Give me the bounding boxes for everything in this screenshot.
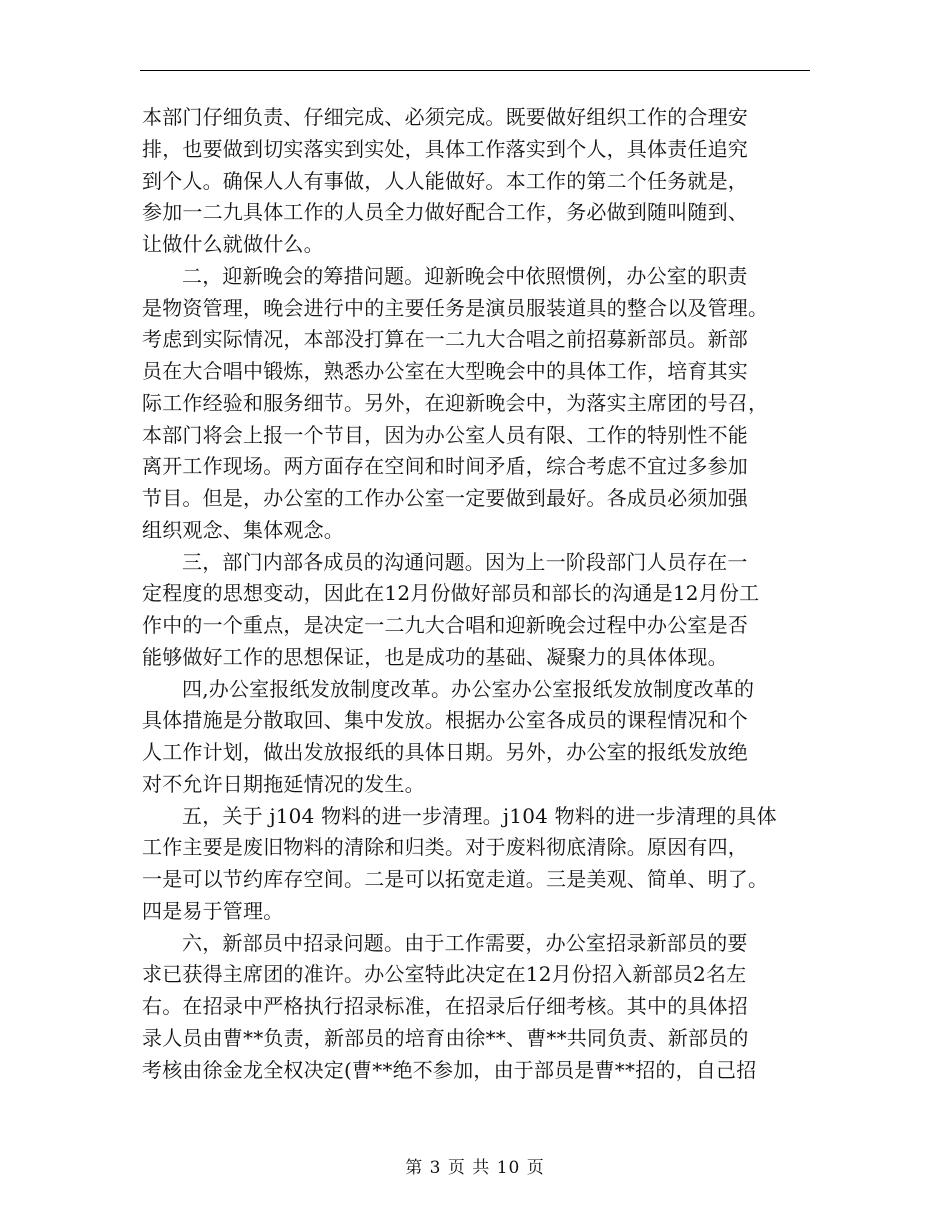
text-line: 到个人。确保人人有事做，人人能做好。本工作的第二个任务就是， bbox=[142, 168, 748, 193]
text-line: 是物资管理，晚会进行中的主要任务是演员服装道具的整合以及管理。 bbox=[142, 295, 769, 320]
text-line: 参加一二九具体工作的人员全力做好配合工作，务必做到随叫随到、 bbox=[142, 200, 748, 225]
page-number: 第 3 页 共 10 页 bbox=[405, 1158, 545, 1178]
text-line: 能够做好工作的思想保证，也是成功的基础、凝聚力的具体体现。 bbox=[142, 644, 728, 669]
text-line: 工作主要是废旧物料的清除和归类。对于废料彻底清除。原因有四， bbox=[142, 835, 748, 860]
paragraph-start-line: 六，新部员中招录问题。由于工作需要，办公室招录新部员的要 bbox=[182, 930, 748, 955]
text-line: 录人员由曹**负责，新部员的培育由徐**、曹**共同负责、新部员的 bbox=[142, 1025, 749, 1050]
text-line: 本部门仔细负责、仔细完成、必须完成。既要做好组织工作的合理安 bbox=[142, 105, 748, 129]
text-line: 对不允许日期拖延情况的发生。 bbox=[142, 771, 425, 796]
text-line: 右。在招录中严格执行招录标准，在招录后仔细考核。其中的具体招 bbox=[142, 994, 748, 1018]
text-line: 具体措施是分散取回、集中发放。根据办公室各成员的课程情况和个 bbox=[142, 708, 748, 733]
header-rule bbox=[140, 70, 810, 71]
text-line: 考核由徐金龙全权决定(曹**绝不参加，由于部员是曹**招的，自己招 bbox=[142, 1057, 757, 1082]
paragraph-start-line: 五，关于 j104 物料的进一步清理。j104 物料的进一步清理的具体 bbox=[182, 803, 777, 828]
paragraph-start-line: 三，部门内部各成员的沟通问题。因为上一阶段部门人员存在一 bbox=[182, 549, 748, 574]
text-line: 四是易于管理。 bbox=[142, 898, 284, 923]
text-line: 离开工作现场。两方面存在空间和时间矛盾，综合考虑不宜过多参加 bbox=[142, 454, 748, 479]
paragraph-start-line: 二，迎新晚会的筹措问题。迎新晚会中依照惯例，办公室的职责 bbox=[182, 263, 748, 288]
text-line: 本部门将会上报一个节目，因为办公室人员有限、工作的特别性不能 bbox=[142, 422, 748, 447]
text-line: 节目。但是，办公室的工作办公室一定要做到最好。各成员必须加强 bbox=[142, 486, 748, 510]
text-line: 员在大合唱中锻炼，熟悉办公室在大型晚会中的具体工作，培育其实 bbox=[142, 359, 748, 383]
paragraph-start-line: 四,办公室报纸发放制度改革。办公室办公室报纸发放制度改革的 bbox=[182, 676, 755, 701]
text-line: 一是可以节约库存空间。二是可以拓宽走道。三是美观、简单、明了。 bbox=[142, 867, 769, 891]
text-line: 组织观念、集体观念。 bbox=[142, 517, 344, 542]
text-line: 让做什么就做什么。 bbox=[142, 232, 324, 256]
document-body bbox=[142, 102, 812, 1086]
text-line: 定程度的思想变动，因此在12月份做好部员和部长的沟通是12月份工 bbox=[142, 581, 760, 606]
text-line: 排，也要做到切实落实到实处，具体工作落实到个人，具体责任追究 bbox=[142, 136, 748, 161]
text-line: 人工作计划，做出发放报纸的具体日期。另外，办公室的报纸发放绝 bbox=[142, 740, 748, 764]
text-line: 际工作经验和服务细节。另外，在迎新晚会中，为落实主席团的号召， bbox=[142, 390, 769, 415]
text-line: 作中的一个重点，是决定一二九大合唱和迎新晚会过程中办公室是否 bbox=[142, 613, 748, 637]
text-line: 考虑到实际情况，本部没打算在一二九大合唱之前招募新部员。新部 bbox=[142, 327, 748, 352]
text-line: 求已获得主席团的准许。办公室特此决定在12月份招入新部员2名左 bbox=[142, 962, 747, 987]
